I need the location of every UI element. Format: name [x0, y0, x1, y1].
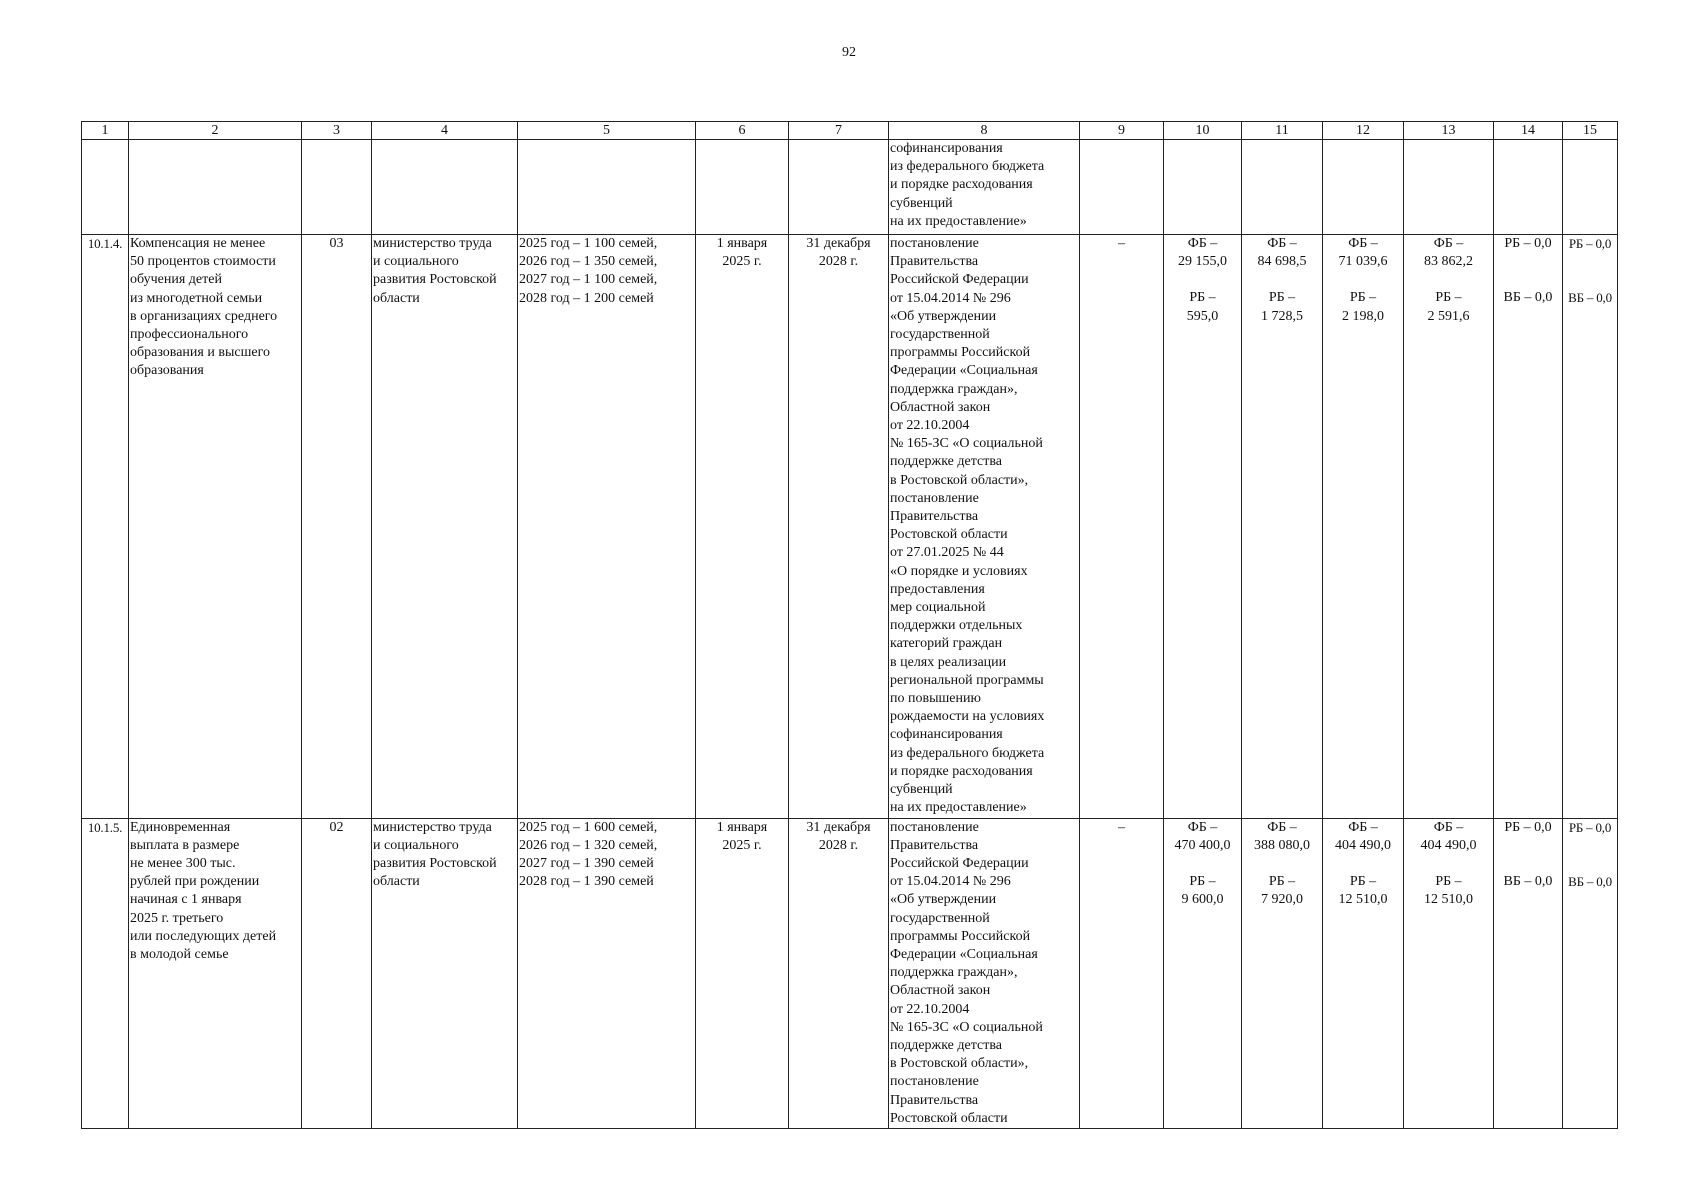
table-row	[82, 818, 1618, 1128]
column-number: 12	[1323, 122, 1404, 140]
federal-budget-amount: ФБ – 470 400,0	[1174, 819, 1231, 853]
column-number: 8	[889, 122, 1080, 140]
measure-executor	[372, 140, 518, 235]
measure-code	[302, 140, 372, 235]
funding-col-12	[1323, 235, 1404, 819]
measures-table	[81, 121, 1618, 1129]
legal-basis: постановление Правительства Российской Федерации от 15.04.2014 № 296 «Об утверждении государственной программы Российской Федерации «Социальная поддержка граждан», Областной закон от 22.10.2004 № 165-ЗС «О социальной поддержке детства в Ростовской области», постановление Правительства Ростовской области	[889, 818, 1080, 1128]
funding-col-12	[1323, 140, 1404, 235]
regional-budget-amount: РБ – 9 600,0	[1181, 873, 1224, 908]
column-number: 4	[372, 122, 518, 140]
regional-budget-amount: РБ – 0,0	[1504, 819, 1552, 835]
federal-budget-amount: ФБ – 388 080,0	[1254, 819, 1310, 853]
regional-budget-amount: РБ – 2 591,6	[1427, 290, 1470, 324]
funding-col-14	[1494, 235, 1563, 819]
legal-basis: постановление Правительства Российской Федерации от 15.04.2014 № 296 «Об утверждении государственной программы Российской Федерации «Социальная поддержка граждан», Областной закон от 22.10.2004 № 165-ЗС «О социальной поддержке детства в Ростовской области», постановление Правительства Ростовской области от 27.01.2025 № 44 «О порядке и условиях предоставления мер социальной поддержки отдельных категорий граждан в целях реализации региональной программы по повышению рождаемости на условиях софинансирования из федерального бюджета и порядке расходования субвенций на их предоставление»	[889, 235, 1080, 819]
column-number-row	[82, 122, 1618, 140]
column-9-value: –	[1080, 235, 1164, 819]
column-number: 15	[1563, 122, 1618, 140]
measure-end-date: 31 декабря 2028 г.	[789, 235, 889, 819]
measure-start-date: 1 января 2025 г.	[696, 235, 789, 819]
federal-budget-amount: ФБ – 71 039,6	[1338, 236, 1388, 270]
page-number: 92	[842, 45, 856, 60]
column-number: 13	[1404, 122, 1494, 140]
funding-col-11	[1242, 818, 1323, 1128]
regional-budget-amount: РБ – 0,0	[1568, 819, 1612, 835]
federal-budget-amount: ФБ – 404 490,0	[1420, 819, 1477, 853]
column-number: 10	[1164, 122, 1242, 140]
measure-number	[82, 140, 129, 235]
funding-col-14	[1494, 818, 1563, 1128]
column-number: 3	[302, 122, 372, 140]
funding-col-15	[1563, 140, 1618, 235]
column-number: 1	[82, 122, 129, 140]
column-9-value: –	[1080, 818, 1164, 1128]
regional-budget-amount: РБ – 0,0	[1504, 236, 1552, 251]
measure-name: Компенсация не менее 50 процентов стоимости обучения детей из многодетной семьи в организациях среднего профессионального образования и высшего образования	[129, 235, 302, 819]
column-number: 14	[1494, 122, 1563, 140]
regional-budget-amount: РБ – 12 510,0	[1424, 873, 1473, 908]
measure-start-date	[696, 140, 789, 235]
extrabudgetary-amount: ВБ – 0,0	[1568, 290, 1612, 306]
table-row	[82, 235, 1618, 819]
regional-budget-amount: РБ – 1 728,5	[1261, 290, 1303, 324]
funding-col-11	[1242, 140, 1323, 235]
federal-budget-amount: ФБ – 29 155,0	[1178, 236, 1227, 270]
extrabudgetary-amount: ВБ – 0,0	[1503, 290, 1553, 306]
column-number: 9	[1080, 122, 1164, 140]
measure-start-date: 1 января 2025 г.	[696, 818, 789, 1128]
funding-col-13	[1404, 140, 1494, 235]
extrabudgetary-amount: ВБ – 0,0	[1503, 873, 1553, 889]
measure-scale: 2025 год – 1 100 семей, 2026 год – 1 350 семей, 2027 год – 1 100 семей, 2028 год – 1 200 семей	[518, 235, 696, 819]
funding-col-11	[1242, 235, 1323, 819]
measure-scale	[518, 140, 696, 235]
regional-budget-amount: РБ – 7 920,0	[1261, 873, 1303, 908]
legal-basis: софинансирования из федерального бюджета и порядке расходования субвенций на их предоставление»	[889, 140, 1080, 235]
regional-budget-amount: РБ – 0,0	[1568, 236, 1612, 251]
measure-end-date: 31 декабря 2028 г.	[789, 818, 889, 1128]
measure-code: 03	[302, 235, 372, 819]
measure-name: Единовременная выплата в размере не менее 300 тыс. рублей при рождении начиная с 1 января 2025 г. третьего или последующих детей в молодой семье	[129, 818, 302, 1128]
funding-col-10	[1164, 818, 1242, 1128]
measure-number: 10.1.5.	[82, 818, 129, 1128]
measure-number: 10.1.4.	[82, 235, 129, 819]
funding-col-15	[1563, 818, 1618, 1128]
column-number: 6	[696, 122, 789, 140]
column-9-value	[1080, 140, 1164, 235]
extrabudgetary-amount: ВБ – 0,0	[1568, 873, 1612, 889]
measure-name	[129, 140, 302, 235]
table-row-continuation	[82, 140, 1618, 235]
funding-col-13	[1404, 235, 1494, 819]
measure-code: 02	[302, 818, 372, 1128]
funding-col-10	[1164, 235, 1242, 819]
column-number: 2	[129, 122, 302, 140]
regional-budget-amount: РБ – 12 510,0	[1338, 873, 1388, 908]
measure-executor: министерство труда и социального развития Ростовской области	[372, 818, 518, 1128]
funding-col-10	[1164, 140, 1242, 235]
federal-budget-amount: ФБ – 83 862,2	[1424, 236, 1473, 270]
regional-budget-amount: РБ – 2 198,0	[1342, 290, 1384, 324]
measure-scale: 2025 год – 1 600 семей, 2026 год – 1 320 семей, 2027 год – 1 390 семей 2028 год – 1 390 семей	[518, 818, 696, 1128]
measure-executor: министерство труда и социального развития Ростовской области	[372, 235, 518, 819]
measure-end-date	[789, 140, 889, 235]
funding-col-14	[1494, 140, 1563, 235]
column-number: 7	[789, 122, 889, 140]
federal-budget-amount: ФБ – 404 490,0	[1335, 819, 1391, 853]
column-number: 5	[518, 122, 696, 140]
funding-col-13	[1404, 818, 1494, 1128]
funding-col-15	[1563, 235, 1618, 819]
regional-budget-amount: РБ – 595,0	[1186, 290, 1219, 324]
funding-col-12	[1323, 818, 1404, 1128]
column-number: 11	[1242, 122, 1323, 140]
federal-budget-amount: ФБ – 84 698,5	[1257, 236, 1307, 270]
